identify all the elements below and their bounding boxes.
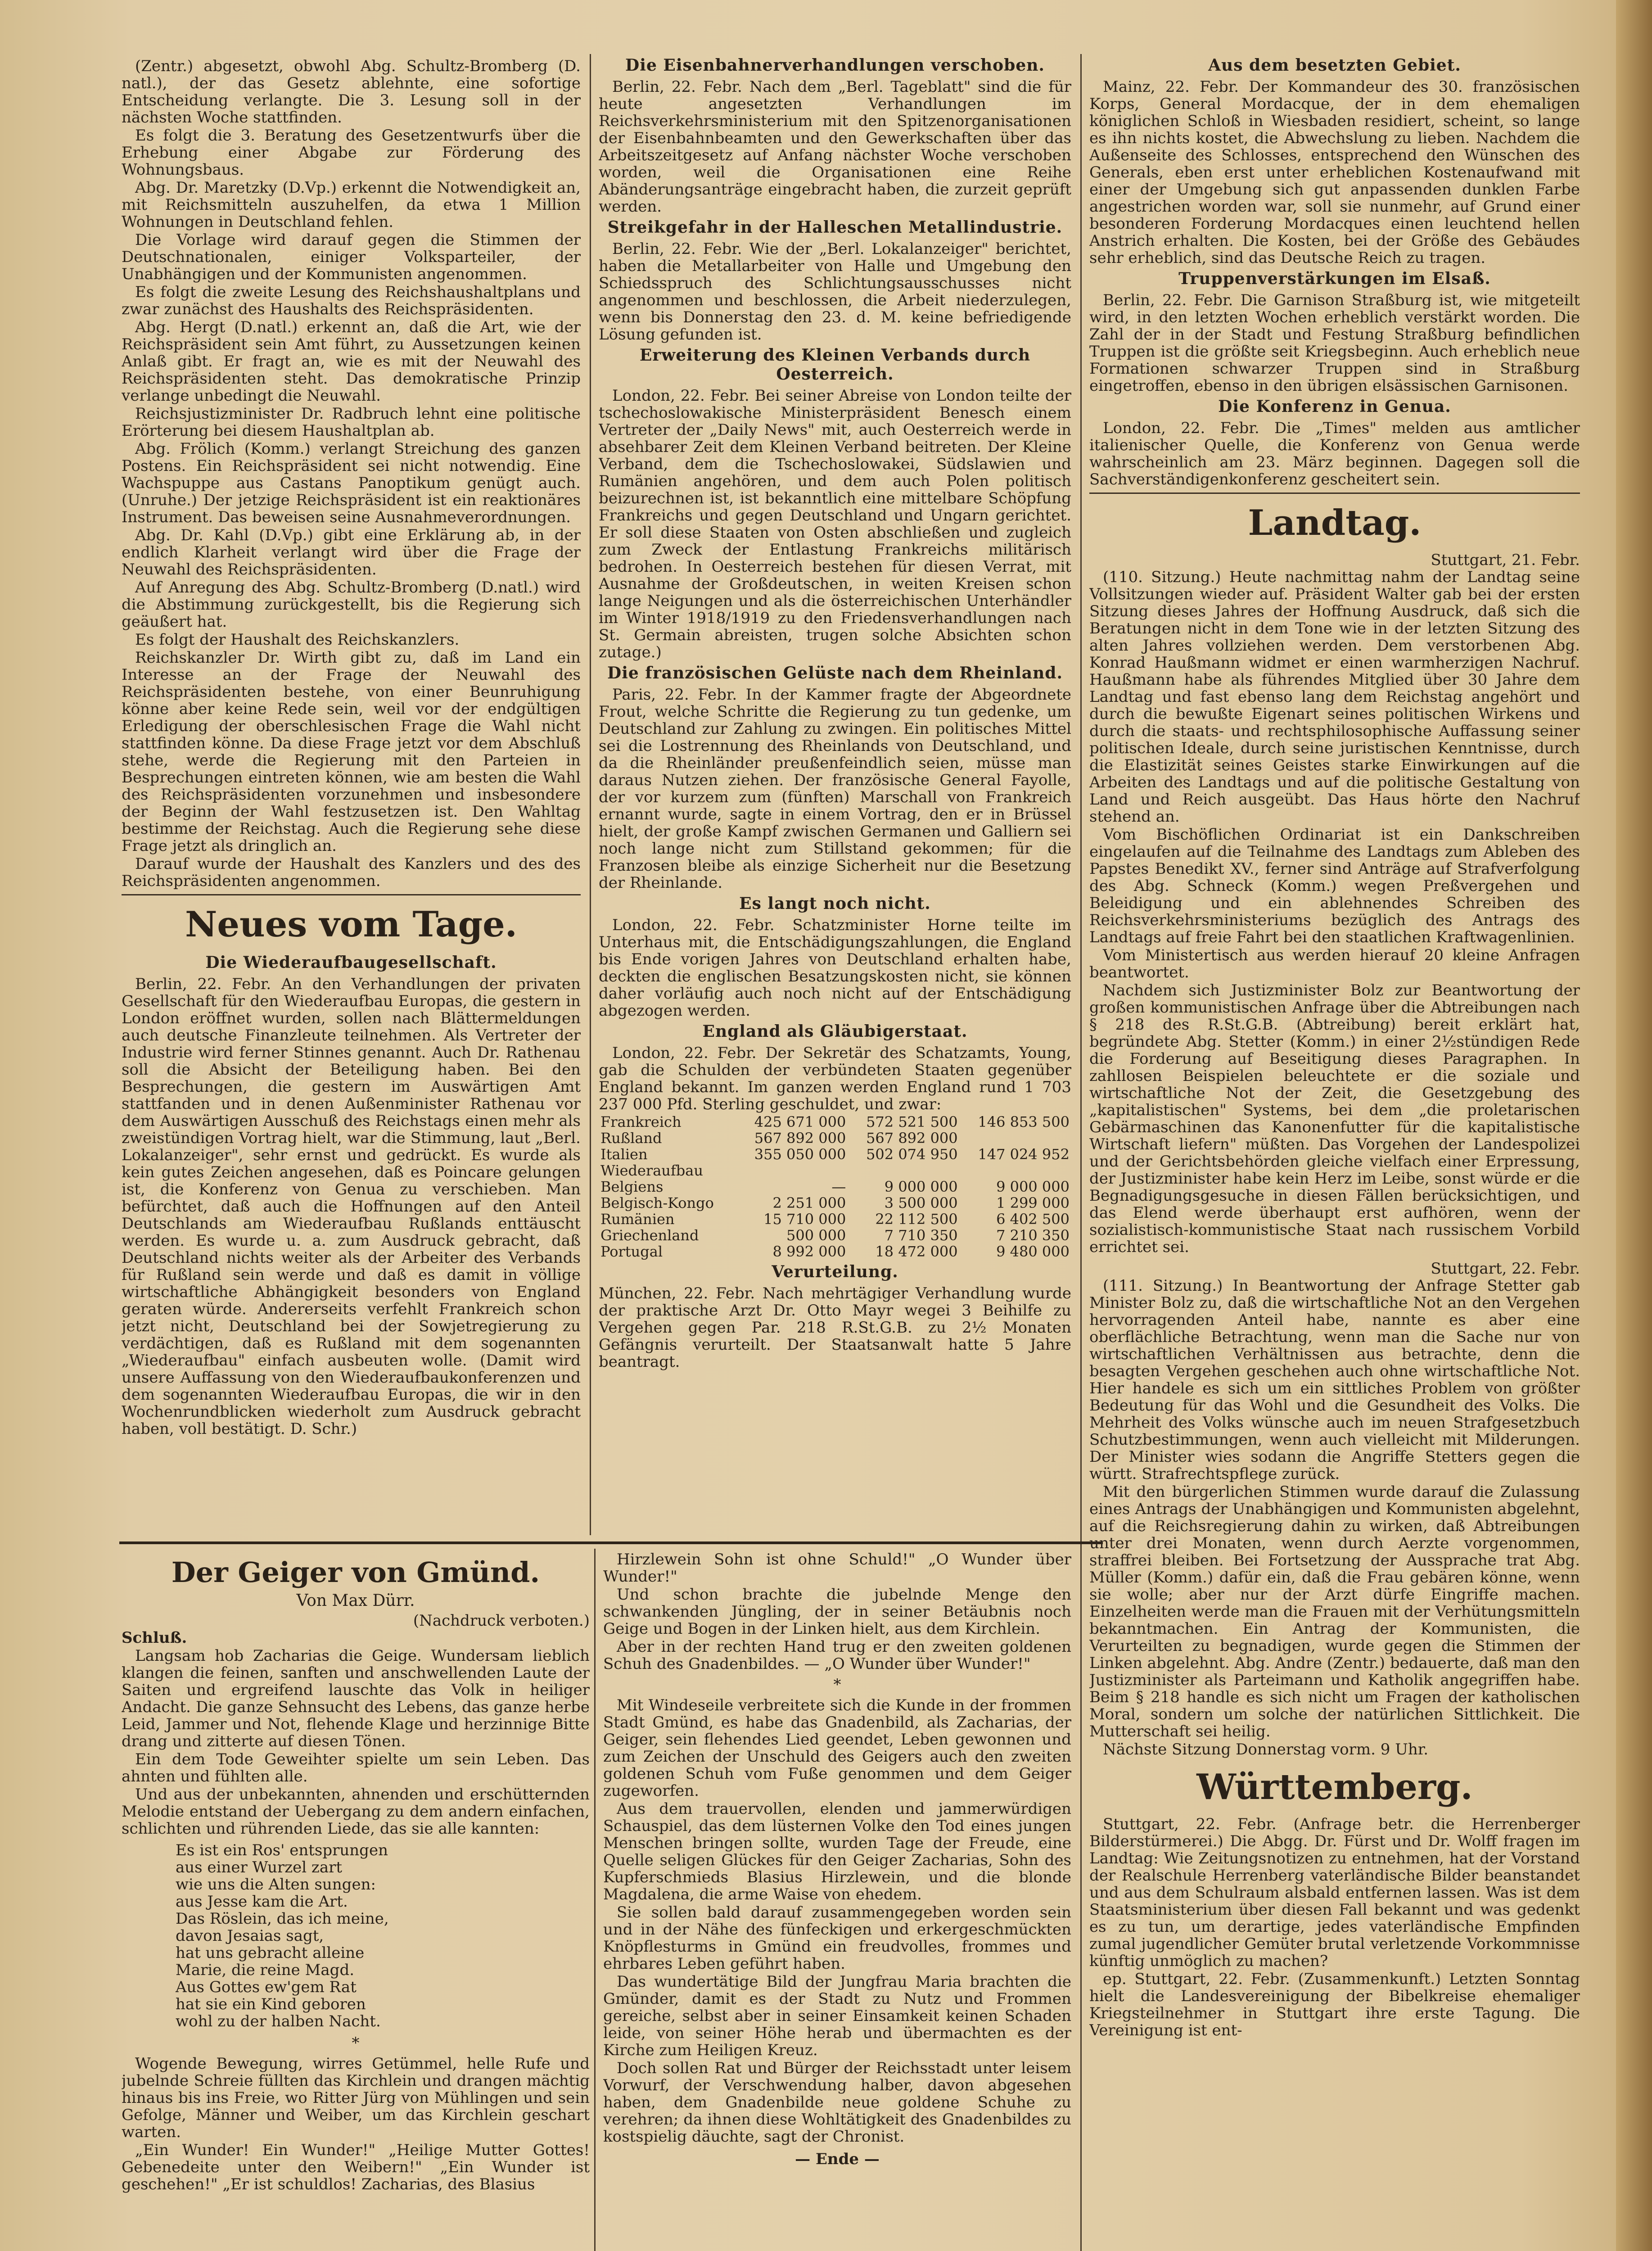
country-cell: Wiederaufbau	[600, 1162, 703, 1179]
article-text: London, 22. Febr. Der Sekretär des Schatzamts, Young, gab die Schulden der verbündeten Staaten gegenüber England bekannt. Im ganzen werden England rund 1 703 237 000 Pfd. Sterling geschuldet, und zwar:	[599, 1044, 1071, 1113]
table-row	[599, 1179, 1071, 1195]
article-wiederaufbau	[122, 976, 581, 1437]
paragraph: (111. Sitzung.) In Beantwortung der Anfrage Stetter gab Minister Bolz zu, daß die wirtschaftliche Not an den Vergehen hervorragenden Anteil habe, nannte es aber eine oberflächliche Betrachtung, wenn man die Sache nur von wirtschaftlichen Verhältnissen aus betrachte, denn die besagten Vergehen geschehen auch ohne wirtschaftliche Not. Hier handele es sich um ein sittliches Problem von größter Bedeutung für das Wohl und die Gesundheit des Volks. Die Mehrheit des Volks wünsche auch im neuen Strafgesetzbuch Schutzbestimmungen, wenn auch vielleicht mit Milderungen. Der Minister wies sodann die Angriffe Stetters gegen die württ. Strafrechtspflege zurück.	[1089, 1277, 1580, 1483]
amount-cell: 15 710 000	[763, 1211, 846, 1228]
paragraph: Es folgt der Haushalt des Reichskanzlers.	[135, 631, 460, 649]
paragraph: Vom Bischöflichen Ordinariat ist ein Dankschreiben eingelaufen auf die Teilnahme des Landtags zum Ableben des Papstes Benedikt XV., ferner sind Anträge auf Strafverfolgung des Abg. Schneck (Komm.) wegen Preßvergehen und Beleidigung und ein ablehnendes Schreiben des Reichsverkehrsministeriums bezüglich des Antrags des Landtags auf freie Fahrt bei den staatlichen Kraftwagenlinien.	[1089, 826, 1580, 946]
paragraph: Das wundertätige Bild der Jungfrau Maria brachten die Gmünder, damit es der Stadt zu Nutz und Frommen gereiche, selbst aber in seiner Einsamkeit keinen Schaden leide, von seiner Höhe herab und übermachten es der Kirche zum Heiligen Kreuz.	[603, 1973, 1071, 2059]
poem-line: hat uns gebracht alleine	[176, 1944, 365, 1962]
poem-line: aus Jesse kam die Art.	[176, 1893, 348, 1911]
paragraph: Berlin, 22. Febr. An den Verhandlungen der privaten Gesellschaft für den Wiederaufbau Europas, die gestern in London eröffnet wurden, sollen nach Blättermeldungen auch deutsche Finanzleute teilnehmen. Als Vertreter der Industrie wird ferner Stinnes genannt. Auch Dr. Rathenau soll die Absicht der Beteiligung haben. Bei den Besprechungen, die gestern im Auswärtigen Amt stattfanden und in denen Außenminister Rathenau vor dem Auswärtigen Ausschuß des Reichstags einen mehr als zweistündigen Vortrag hielt, war die Stimmung, laut „Berl. Lokalanzeiger", sehr ernst und gedrückt. Es wurde als kein gutes Zeichen angesehen, daß es Poincare gelungen ist, die Konferenz von Genua zu verschieben. Man befürchtet, daß auch die Hoffnungen auf den Anteil Deutschlands am Wiederaufbau Rußlands enttäuscht werden. Es wurde u. a. zum Ausdruck gebracht, daß Deutschland nichts weiter als der Arbeiter des Verbands für Rußland sein werde und daß es damit in völlige wirtschaftliche Abhängigkeit besonders von England geraten würde. Andererseits verfehlt Frankreich schon jetzt nicht, Deutschland bei der Sowjetregierung zu verdächtigen, daß es Rußland mit dem sogenannten „Wiederaufbau" einfach ausbeuten wolle. (Damit wird unsere Auffassung von den Wiederaufbaukonferenzen und dem sogenannten Wiederaufbau Europas, die wir in den Wochenrundblicken wiederholt zum Ausdruck gebracht haben, voll bestätigt. D. Schr.)	[122, 975, 581, 1438]
column-1	[122, 58, 581, 1534]
paragraph: (Zentr.) abgesetzt, obwohl Abg. Schultz-Bromberg (D. natl.), der das Gesetz ablehnte, eine sofortige Entscheidung verlangte. Die 3. Lesung soll in der nächsten Woche stattfinden.	[122, 58, 581, 127]
table-row	[599, 1162, 1071, 1179]
divider	[122, 894, 581, 895]
amount-cell: 146 853 500	[978, 1113, 1070, 1130]
article-text: Mainz, 22. Febr. Der Kommandeur des 30. französischen Korps, General Mordacque, der in dem ehemaligen königlichen Schloß in Wiesbaden residiert, scheint, so lange es ihn nichts kostet, die Abwechslung zu lieben. Nachdem die Außenseite des Schlosses, entsprechend den Wünschen des Generals, eben erst unter erheblichen Kostenaufwand mit einer der Umgebung sich gut anpassenden dunklen Farbe angestrichen worden war, soll sie nunmehr, auf Grund einer besonderen Forderung Mordacques einen leuchtend hellen Anstrich erhalten. Die Kosten, bei der Größe des Gebäudes sehr erheblich, sind das Deutsche Reich zu tragen.	[1089, 78, 1580, 267]
poem	[176, 1842, 590, 2030]
headline-verurteilung: Verurteilung.	[772, 1262, 898, 1281]
serial-text-a	[122, 1647, 590, 1837]
paragraph: Abg. Dr. Maretzky (D.Vp.) erkennt die Notwendigkeit an, mit Reichsmitteln auszuhelfen, da etwa 1 Million Wohnungen in Deutschland fehlen.	[122, 179, 581, 231]
table-row	[599, 1130, 1071, 1146]
table-row	[599, 1114, 1071, 1130]
table-row	[599, 1146, 1071, 1162]
paragraph: Nächste Sitzung Donnerstag vorm. 9 Uhr.	[1103, 1740, 1429, 1758]
paragraph: Es folgt die zweite Lesung des Reichshaushaltplans und zwar zunächst des Haushalts des Reichspräsidenten.	[122, 283, 581, 318]
article-text: Berlin, 22. Febr. Nach dem „Berl. Tageblatt" sind die für heute angesetzten Verhandlungen im Reichsverkehrsministerium mit den Spitzenorganisationen der Eisenbahnbeamten und den Gewerkschaften über das Arbeitszeitgesetz auf Anfang nächster Woche verschoben worden, weil die Organisationen eine Reihe Abänderungsanträge eingebracht haben, die zurzeit geprüft werden.	[599, 78, 1071, 216]
paragraph: Wogende Bewegung, wirres Getümmel, helle Rufe und jubelnde Schreie füllten das Kirchlein und drangen mächtig hinaus bis ins Freie, wo Ritter Jürg von Mühlingen und sein Gefolge, Männer und Weiber, um das Kirchlein geschart warten.	[122, 2055, 590, 2141]
paragraph: Doch sollen Rat und Bürger der Reichsstadt unter leisem Vorwurf, der Verschwendung halber, davon abgesehen haben, dem Gnadenbilde neue goldene Schuhe zu verehren; da ihnen diese Wohltätigkeit des Gnadenbildes zu kostspielig däuchte, sagt der Chronist.	[603, 2059, 1071, 2146]
amount-cell: 18 472 000	[875, 1243, 958, 1260]
paragraph: Reichsjustizminister Dr. Radbruch lehnt eine politische Erörterung bei diesem Haushaltplan ab.	[122, 405, 581, 440]
article-headline: Die Konferenz in Genua.	[1218, 397, 1451, 416]
serial-column-right	[603, 1551, 1071, 2251]
amount-cell: 6 402 500	[996, 1211, 1070, 1228]
article-headline: Erweiterung des Kleinen Verbands durch Oesterreich.	[639, 346, 1031, 384]
amount-cell	[848, 1162, 959, 1179]
paragraph: Abg. Hergt (D.natl.) erkennt an, daß die Art, wie der Reichspräsident sein Amt führt, zu Aussetzungen keinen Anlaß gibt. Er fragt an, wie es mit der Neuwahl des Reichspräsidenten steht. Das demokratische Prinzip verlange unbedingt die Neuwahl.	[122, 318, 581, 405]
amount-cell: 502 074 950	[866, 1146, 958, 1163]
serial-byline: Von Max Dürr.	[296, 1591, 415, 1610]
article-verurteilung: München, 22. Febr. Nach mehrtägiger Verhandlung wurde der praktische Arzt Dr. Otto Mayr wegei 3 Beihilfe zu Vergehen gegen Par. 218 R.St.G.B. zu 2½ Monaten Gefängnis verurteilt. Der Staatsanwalt hatte 5 Jahre beantragt.	[599, 1284, 1071, 1371]
serial-text-c	[603, 1551, 1071, 1672]
poem-line: wie uns die Alten sungen:	[176, 1876, 376, 1894]
article-headline: Streikgefahr in der Halleschen Metallindustrie.	[607, 218, 1063, 237]
amount-cell: 7 710 350	[884, 1227, 958, 1244]
paragraph: Mit den bürgerlichen Stimmen wurde darauf die Zulassung eines Antrags der Unabhängigen und Kommunisten abgelehnt, auf die Reichsregierung dahin zu wirken, daß Abtreibungen unter drei Monaten, wenn durch Aerzte vorgenommen, straffrei bleiben. Bei Fortsetzung der Aussprache trat Abg. Müller (Komm.) dafür ein, daß die Frau gebären könne, wenn sie wolle; aber nur der Arzt dürfe Eingriffe machen. Einzelheiten werde man die Frauen mit der Verhütungsmitteln bekanntmachen. Ein Antrag der Kommunisten, die Verurteilten zu begnadigen, wurde gegen die Stimmen der Linken abgelehnt. Abg. Andre (Zentr.) bedauerte, daß man den Justizminister als Parteimann und Katholik angegriffen habe. Beim § 218 handle es sich nicht um Fragen der katholischen Moral, sondern um solche der natürlichen Sittlichkeit. Die Mutterschaft sei heilig.	[1089, 1483, 1580, 1740]
poem-line: Marie, die reine Magd.	[176, 1961, 355, 1979]
article-headline: Truppenverstärkungen im Elsaß.	[1178, 269, 1491, 288]
serial-text-d	[603, 1697, 1071, 2145]
landtag-session-111	[1089, 1277, 1580, 1758]
article-headline: Die französischen Gelüste nach dem Rheinland.	[607, 664, 1063, 683]
paragraph: Hirzlewein Sohn ist ohne Schuld!" „O Wunder über Wunder!"	[603, 1551, 1071, 1586]
amount-cell: —	[831, 1178, 846, 1195]
poem-line: Es ist ein Ros' entsprungen	[176, 1841, 388, 1859]
wuerttemberg-news	[1089, 1816, 1580, 2039]
article-headline: Aus dem besetzten Gebiet.	[1208, 56, 1461, 75]
paragraph: Darauf wurde der Haushalt des Kanzlers und des des Reichspräsidenten angenommen.	[122, 855, 581, 890]
amount-cell: 9 000 000	[996, 1178, 1070, 1195]
reichstag-report	[122, 58, 581, 890]
paragraph: Sie sollen bald darauf zusammengegeben worden sein und in der Nähe des fünfeckigen und erkergeschmückten Knöpflesturms in Gmünd ein freudvolles, frommes und ehrbares Leben geführt haben.	[603, 1903, 1071, 1973]
poem-line: Das Röslein, das ich meine,	[176, 1910, 389, 1928]
paragraph: Abg. Dr. Kahl (D.Vp.) gibt eine Erklärung ab, in der endlich Klarheit verlangt wird über die Frage der Neuwahl des Reichspräsidenten.	[122, 526, 581, 579]
table-row	[599, 1243, 1071, 1260]
column-divider	[594, 1549, 596, 2251]
paragraph: Mit Windeseile verbreitete sich die Kunde in der frommen Stadt Gmünd, es habe das Gnadenbild, als Zacharias, der Geiger, sein flehendes Lied geendet, Leben gewonnen und zum Zeichen der Unschuld des Geigers auch den zweiten goldenen Schuh vom Fuße genommen und dem Geiger zugeworfen.	[603, 1696, 1071, 1800]
paragraph: Die Vorlage wird darauf gegen die Stimmen der Deutschnationalen, einiger Volksparteiler, der Unabhängigen und der Kommunisten angenommen.	[122, 231, 581, 283]
article-text: London, 22. Febr. Schatzminister Horne teilte im Unterhaus mit, die Entschädigungszahlungen, die England bis Ende vorigen Jahres von Deutschland erhalten habe, deckten die englischen Besatzungskosten nicht, sie können daher vorläufig auch noch nicht auf der Entschädigung abgezogen werden.	[599, 916, 1071, 1020]
article-text: Paris, 22. Febr. In der Kammer fragte der Abgeordnete Frout, welche Schritte die Regierung zu tun gedenke, um Deutschland zur Zahlung zu zwingen. Ein politisches Mittel sei die Lostrennung des Rheinlands von Deutschland, und da die Rheinländer preußenfeindlich seien, müsse man daraus Nutzen ziehen. Der französische General Fayolle, der vor kurzem zum (fünften) Marschall von Frankreich ernannt wurde, sagte in einem Vortrag, den er in Brüssel hielt, der große Kampf zwischen Germanen und Galliern sei noch lange nicht zum Stillstand gekommen; für die Franzosen bleibe als einzige Sicherheit nur die Besetzung der Rheinlande.	[599, 686, 1071, 892]
article-headline: Es langt noch nicht.	[739, 894, 931, 913]
poem-line: Aus Gottes ew'gem Rat	[176, 1978, 357, 1996]
paragraph: Aus dem trauervollen, elenden und jammerwürdigen Schauspiel, das dem lüsternen Volke den Tod eines jungen Menschen bringen sollte, wurden Tage der Freude, eine Quelle seligen Glückes für den Geiger Zacharias, Sohn des Kupferschmieds Blasius Hirzlewein, und die blonde Magdalena, die arme Waise von ehedem.	[603, 1800, 1071, 1903]
paragraph: ep. Stuttgart, 22. Febr. (Zusammenkunft.) Letzten Sonntag hielt die Landesvereinigung der Bibelkreise ehemaliger Kriegsteilnehmer in Stuttgart ihre erste Tagung. Die Vereinigung ist ent-	[1089, 1970, 1580, 2039]
dateline: Stuttgart, 22. Febr.	[1431, 1260, 1580, 1278]
amount-cell: 8 992 000	[772, 1243, 846, 1260]
column-divider	[1080, 54, 1082, 2251]
paragraph: (110. Sitzung.) Heute nachmittag nahm der Landtag seine Vollsitzungen wieder auf. Präsident Walter gab bei der ersten Sitzung dieses Jahres der Hoffnung Ausdruck, daß sich die Beratungen nicht in dem Tone wie in der letzten Sitzung des alten Jahres vollziehen werden. Dem verstorbenen Abg. Konrad Haußmann widmet er einen warmherzigen Nachruf. Haußmann habe als führendes Mitglied über 30 Jahre dem Landtag und fast ebenso lang dem Reichstag angehört und durch die bewußte Eigenart seines politischen Wirkens und durch die staats- und rechtsphilosophische Auffassung seiner politischen Ideale, durch seine juristischen Kenntnisse, durch die Elastizität seines Geistes starke Einwirkungen auf die Arbeiten des Landtags und auf die politische Gestaltung von Land und Reich ausgeübt. Das Haus hörte den Nachruf stehend an.	[1089, 568, 1580, 826]
column-2	[599, 53, 1071, 1534]
article-headline: Die Eisenbahnerverhandlungen verschoben.	[625, 56, 1045, 75]
binding-edge	[1616, 0, 1652, 2251]
country-cell: Belgisch-Kongo	[600, 1194, 714, 1211]
article-headline: England als Gläubigerstaat.	[702, 1022, 968, 1041]
table-row	[599, 1195, 1071, 1211]
paragraph: Nachdem sich Justizminister Bolz zur Beantwortung der großen kommunistischen Anfrage über die Abtreibungen nach § 218 des R.St.G.B. (Abtreibung) bereit erklärt hat, begründete Abg. Stetter (Komm.) in einer 2½stündigen Rede die Forderung auf Beseitigung dieses Paragraphen. In zahllosen Beispielen beleuchtete er die soziale und wirtschaftliche Not der Zeit, die Gesetzgebung des „kapitalistischen" Systems, bei dem „die proletarischen Gebärmaschinen das Kanonenfutter für die kapitalistische Wirtschaft liefern" müßten. Das Vorgehen der Landespolizei und der Gerichtsbehörden gleiche vielfach einer Erpressung, der Justizminister habe kein Herz im Leibe, sonst würde er die Begnadigungsgesuche in diesen Fällen berücksichtigen, und das Elend werde überhaupt erst aufhören, wenn der sozialistisch-kommunistische Staat nach russischem Vorbild errichtet sei.	[1089, 981, 1580, 1256]
amount-cell	[960, 1130, 1071, 1146]
article-text: London, 22. Febr. Die „Times" melden aus amtlicher italienischer Quelle, die Konferenz von Genua werde wahrscheinlich am 23. März beginnen. Dagegen soll die Sachverständigenkonferenz gescheitert sein.	[1089, 419, 1580, 488]
serial-note: (Nachdruck verboten.)	[413, 1612, 590, 1630]
amount-cell: 9 480 000	[996, 1243, 1070, 1260]
amount-cell	[736, 1162, 848, 1179]
country-cell: Italien	[600, 1146, 648, 1163]
poem-line: hat sie ein Kind geboren	[176, 1995, 366, 2013]
section-title-wuerttemberg: Württemberg.	[1196, 1767, 1473, 1808]
paragraph: „Ein Wunder! Ein Wunder!" „Heilige Mutter Gottes! Gebenedeite unter den Weibern!" „Ein Wunder ist geschehen!" „Er ist schuldlos! Zacharias, des Blasius	[122, 2141, 590, 2193]
column-divider	[590, 54, 591, 1535]
serial-end: — Ende —	[795, 2150, 880, 2168]
poem-line: wohl zu der halben Nacht.	[176, 2012, 381, 2030]
serial-intro: Schluß.	[122, 1629, 187, 1647]
paragraph: Auf Anregung des Abg. Schultz-Bromberg (D.natl.) wird die Abstimmung zurückgestellt, bis die Regierung sich geäußert hat.	[122, 579, 581, 631]
paragraph: Reichskanzler Dr. Wirth gibt zu, daß im Land ein Interesse an der Frage der Neuwahl des Reichspräsidenten bestehe, von einer Beunruhigung könne aber keine Rede sein, weil vor der endgültigen Erledigung der oberschlesischen Frage die Wahl nicht stattfinden könne. Da diese Frage jetzt vor dem Abschluß stehe, werde die Regierung mit den Parteien in Besprechungen eintreten können, wie am besten die Wahl des Reichspräsidenten vorzunehmen und insbesondere der Beginn der Wahl festzusetzen ist. Den Wahltag bestimme der Reichstag. Auch die Regierung sehe diese Frage jetzt als dringlich an.	[122, 649, 581, 855]
paragraph: Und aus der unbekannten, ahnenden und erschütternden Melodie entstand der Uebergang zu dem andern einfachen, schlichten und rührenden Liede, das sie alle kannten:	[122, 1785, 590, 1838]
amount-cell: 9 000 000	[884, 1178, 958, 1195]
country-cell: Griechenland	[600, 1227, 699, 1244]
serial-column-left	[122, 1551, 590, 2251]
country-cell: Rumänien	[600, 1211, 675, 1228]
country-cell: Portugal	[600, 1243, 663, 1260]
country-cell: Belgiens	[600, 1178, 664, 1195]
amount-cell: 425 671 000	[754, 1113, 846, 1130]
section-title-landtag: Landtag.	[1248, 502, 1422, 543]
article-text: Berlin, 22. Febr. Die Garnison Straßburg ist, wie mitgeteilt wird, in den letzten Wochen erheblich verstärkt worden. Die Zahl der in der Stadt und Festung Straßburg befindlichen Truppen ist die größte seit Kriegsbeginn. Auch erheblich neue Formationen schwarzer Truppen sind in Straßburg eingetroffen, ebenso in den übrigen elsässischen Garnisonen.	[1089, 291, 1580, 395]
table-row	[599, 1227, 1071, 1243]
amount-cell: 147 024 952	[978, 1146, 1070, 1163]
paragraph: Langsam hob Zacharias die Geige. Wundersam lieblich klangen die feinen, sanften und anschwellenden Laute der Saiten und ergreifend lauschte das Volk in heiliger Andacht. Die ganze Sehnsucht des Lebens, das ganze herbe Leid, Jammer und Not, flehende Klage und herzinnige Bitte drang und zitterte auf diesen Tönen.	[122, 1647, 590, 1750]
paragraph: Vom Ministertisch aus werden hierauf 20 kleine Anfragen beantwortet.	[1089, 946, 1580, 981]
country-cell: Rußland	[600, 1130, 662, 1147]
section-title-neues-vom-tage: Neues vom Tage.	[185, 904, 517, 945]
country-cell: Frankreich	[600, 1113, 682, 1130]
paragraph: Abg. Frölich (Komm.) verlangt Streichung des ganzen Postens. Ein Reichspräsident sei nicht notwendig. Eine Wachspuppe aus Castans Panoptikum genügt auch. (Unruhe.) Der jetzige Reichspräsident ist ein reaktionäres Instrument. Das beweisen seine Ausnahmeverordnungen.	[122, 440, 581, 526]
headline-wiederaufbaugesellschaft: Die Wiederaufbaugesellschaft.	[205, 953, 497, 972]
article-text: London, 22. Febr. Bei seiner Abreise von London teilte der tschechoslowakische Ministerpräsident Benesch einem Vertreter der „Daily News" mit, auch Oesterreich werde in absehbarer Zeit dem Kleinen Verband beitreten. Der Kleine Verband, dem die Tschechoslowakei, Südslawien und Rumänien angehören, und dem auch Polen politisch beizurechnen ist, ist bekanntlich eine mittelbare Schöpfung Frankreichs und gegen Deutschland und Ungarn gerichtet. Er soll diese Staaten von Osten abschließen und zugleich zum Zweck der Entlastung Frankreichs militärisch bedrohen. In Oesterreich bestehen für diesen Verrat, mit Ausnahme der Großdeutschen, in weiten Kreisen schon lange Neigungen und als die österreichischen Unterhändler im Winter 1918/1919 zu den Friedensverhandlungen nach St. Germain abreisten, trugen solche Absichten schon zutage.)	[599, 387, 1071, 661]
debts-table	[599, 1114, 1071, 1260]
paragraph: Und schon brachte die jubelnde Menge den schwankenden Jüngling, der in seiner Betäubnis noch Geige und Bogen in der Linken hielt, aus dem Kirchlein.	[603, 1586, 1071, 1638]
separator-star: *	[833, 1676, 841, 1694]
amount-cell: 1 299 000	[996, 1194, 1070, 1211]
amount-cell	[960, 1162, 1071, 1179]
paragraph: Stuttgart, 22. Febr. (Anfrage betr. die Herrenberger Bilderstürmerei.) Die Abgg. Dr. Fürst und Dr. Wolff fragen im Landtag: Wie Zeitungsnotizen zu entnehmen, hat der Vorstand der Realschule Herrenberg vaterländische Bilder beanstandet und aus dem Schulraum alsbald entfernen lassen. Was ist dem Staatsministerium über diesen Fall bekannt und was gedenkt es zu tun, um derartige, jedes vaterländische Empfinden zumal jugendlicher Gemüter brutal verletzende Vorkommnisse künftig unmöglich zu machen?	[1089, 1815, 1580, 1970]
amount-cell: 7 210 350	[996, 1227, 1070, 1244]
feuilleton-rule	[119, 1541, 1103, 1544]
poem-line: aus einer Wurzel zart	[176, 1858, 343, 1876]
serial-text-b	[122, 2055, 590, 2193]
poem-line: davon Jesaias sagt,	[176, 1927, 324, 1945]
table-row	[599, 1211, 1071, 1227]
amount-cell: 2 251 000	[772, 1194, 846, 1211]
amount-cell: 22 112 500	[875, 1211, 958, 1228]
paragraph: Aber in der rechten Hand trug er den zweiten goldenen Schuh des Gnadenbildes. — „O Wunder über Wunder!"	[603, 1638, 1071, 1673]
dateline: Stuttgart, 21. Febr.	[1431, 551, 1580, 569]
amount-cell: 567 892 000	[754, 1130, 846, 1147]
article-text: Berlin, 22. Febr. Wie der „Berl. Lokalanzeiger" berichtet, haben die Metallarbeiter von Halle und Umgebung den Schiedsspruch des Schlichtungsausschusses nicht angenommen und beschlossen, die Arbeit niederzulegen, wenn bis Donnerstag den 23. d. M. keine befriedigende Lösung gefunden ist.	[599, 240, 1071, 344]
separator-star: *	[352, 2034, 360, 2052]
landtag-session-110	[1089, 569, 1580, 1256]
divider	[1089, 493, 1580, 494]
amount-cell: 500 000	[786, 1227, 846, 1244]
paragraph: Es folgt die 3. Beratung des Gesetzentwurfs über die Erhebung einer Abgabe zur Förderung des Wohnungsbaus.	[122, 127, 581, 179]
news-blocks-right	[1089, 56, 1580, 488]
serial-title: Der Geiger von Gmünd.	[171, 1556, 540, 1589]
amount-cell: 567 892 000	[866, 1130, 958, 1147]
column-3	[1089, 53, 1580, 2251]
amount-cell: 355 050 000	[754, 1146, 846, 1163]
amount-cell: 572 521 500	[866, 1113, 958, 1130]
news-blocks	[599, 56, 1071, 1113]
amount-cell: 3 500 000	[884, 1194, 958, 1211]
paragraph: Ein dem Tode Geweihter spielte um sein Leben. Das ahnten und fühlten alle.	[122, 1750, 590, 1785]
